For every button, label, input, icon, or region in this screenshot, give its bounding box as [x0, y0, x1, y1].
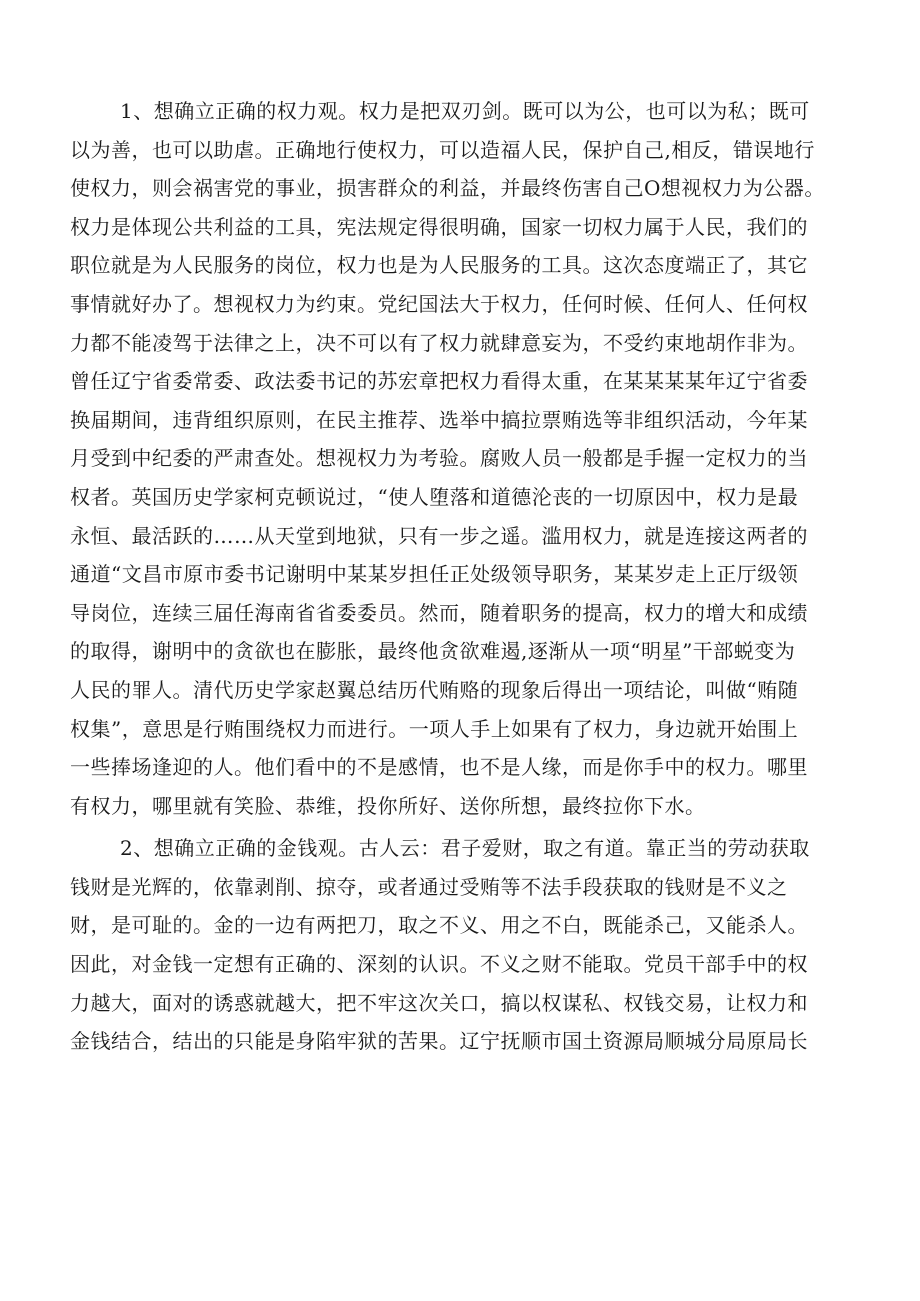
text-line: 使权力，则会祸害党的事业，损害群众的利益，并最终伤害自己O想视权力为公器。 [70, 176, 825, 201]
text-line: 钱财是光辉的，依靠剥削、掠夺，或者通过受贿等不法手段获取的钱财是不义之 [70, 874, 788, 899]
text-line: 权力是体现公共利益的工具，宪法规定得很明确，国家一切权力属于人民，我们的 [70, 214, 808, 239]
text-line: 月受到中纪委的严肃查处。想视权力为考验。腐败人员一般都是手握一定权力的当 [70, 446, 808, 471]
text-line: 力越大，面对的诱惑就越大，把不牢这次关口，搞以权谋私、权钱交易，让权力和 [70, 990, 808, 1015]
paragraph-money-view [70, 829, 852, 1061]
document-body [70, 92, 852, 1065]
text-line: 曾任辽宁省委常委、政法委书记的苏宏章把权力看得太重，在某某某某年辽宁省委 [70, 369, 808, 394]
text-line: 永恒、最活跃的……从天堂到地狱，只有一步之遥。滥用权力，就是连接这两者的 [70, 523, 808, 548]
text-line: 职位就是为人民服务的岗位，权力也是为人民服务的工具。这次态度端正了，其它 [70, 253, 808, 278]
text-line: 1、想确立正确的权力观。权力是把双刃剑。既可以为公，也可以为私；既可 [120, 99, 810, 123]
text-line: 力都不能凌驾于法律之上，决不可以有了权力就肆意妄为，不受约束地胡作非为。 [70, 330, 808, 355]
text-line: 有权力，哪里就有笑脸、恭维，投你所好、送你所想，最终拉你下水。 [70, 793, 706, 818]
text-line: 一些捧场逢迎的人。他们看中的不是感情，也不是人缘，而是你手中的权力。哪里 [70, 755, 808, 780]
text-line: 换届期间，违背组织原则，在民主推荐、选举中搞拉票贿选等非组织活动，今年某 [70, 407, 808, 432]
text-line: 导岗位，连续三届任海南省省委委员。然而，随着职务的提高，权力的增大和成绩 [70, 600, 808, 625]
text-line: 的取得，谢明中的贪欲也在膨胀，最终他贪欲难遏,逐渐从一项“明星”干部蜕变为 [70, 639, 796, 664]
text-line: 人民的罪人。清代历史学家赵翼总结历代贿赂的现象后得出一项结论，叫做“贿随 [70, 677, 799, 702]
text-line: 因此，对金钱一定想有正确的、深刻的认识。不义之财不能取。党员干部手中的权 [70, 952, 808, 977]
text-line: 事情就好办了。想视权力为约束。党纪国法大于权力，任何时候、任何人、任何权 [70, 291, 808, 316]
text-line: 2、想确立正确的金钱观。古人云：君子爱财，取之有道。靠正当的劳动获取 [120, 836, 810, 861]
text-line: 金钱结合，结出的只能是身陷牢狱的苦果。辽宁抚顺市国土资源局顺城分局原局长 [70, 1029, 808, 1054]
paragraph-power-view [70, 92, 852, 825]
text-line: 权者。英国历史学家柯克顿说过，“使人堕落和道德沦丧的一切原因中，权力是最 [70, 484, 799, 509]
text-line: 财，是可耻的。金的一边有两把刀，取之不义、用之不白，既能杀己，又能杀人。 [70, 913, 808, 938]
text-line: 权集”，意思是行贿围绕权力而进行。一项人手上如果有了权力，身边就开始围上 [70, 716, 799, 741]
text-line: 以为善，也可以助虐。正确地行使权力，可以造福人民，保护自己,相反，错误地行 [70, 137, 815, 162]
text-line: 通道“文昌市原市委书记谢明中某某岁担任正处级领导职务，某某岁走上正厅级领 [70, 562, 799, 587]
